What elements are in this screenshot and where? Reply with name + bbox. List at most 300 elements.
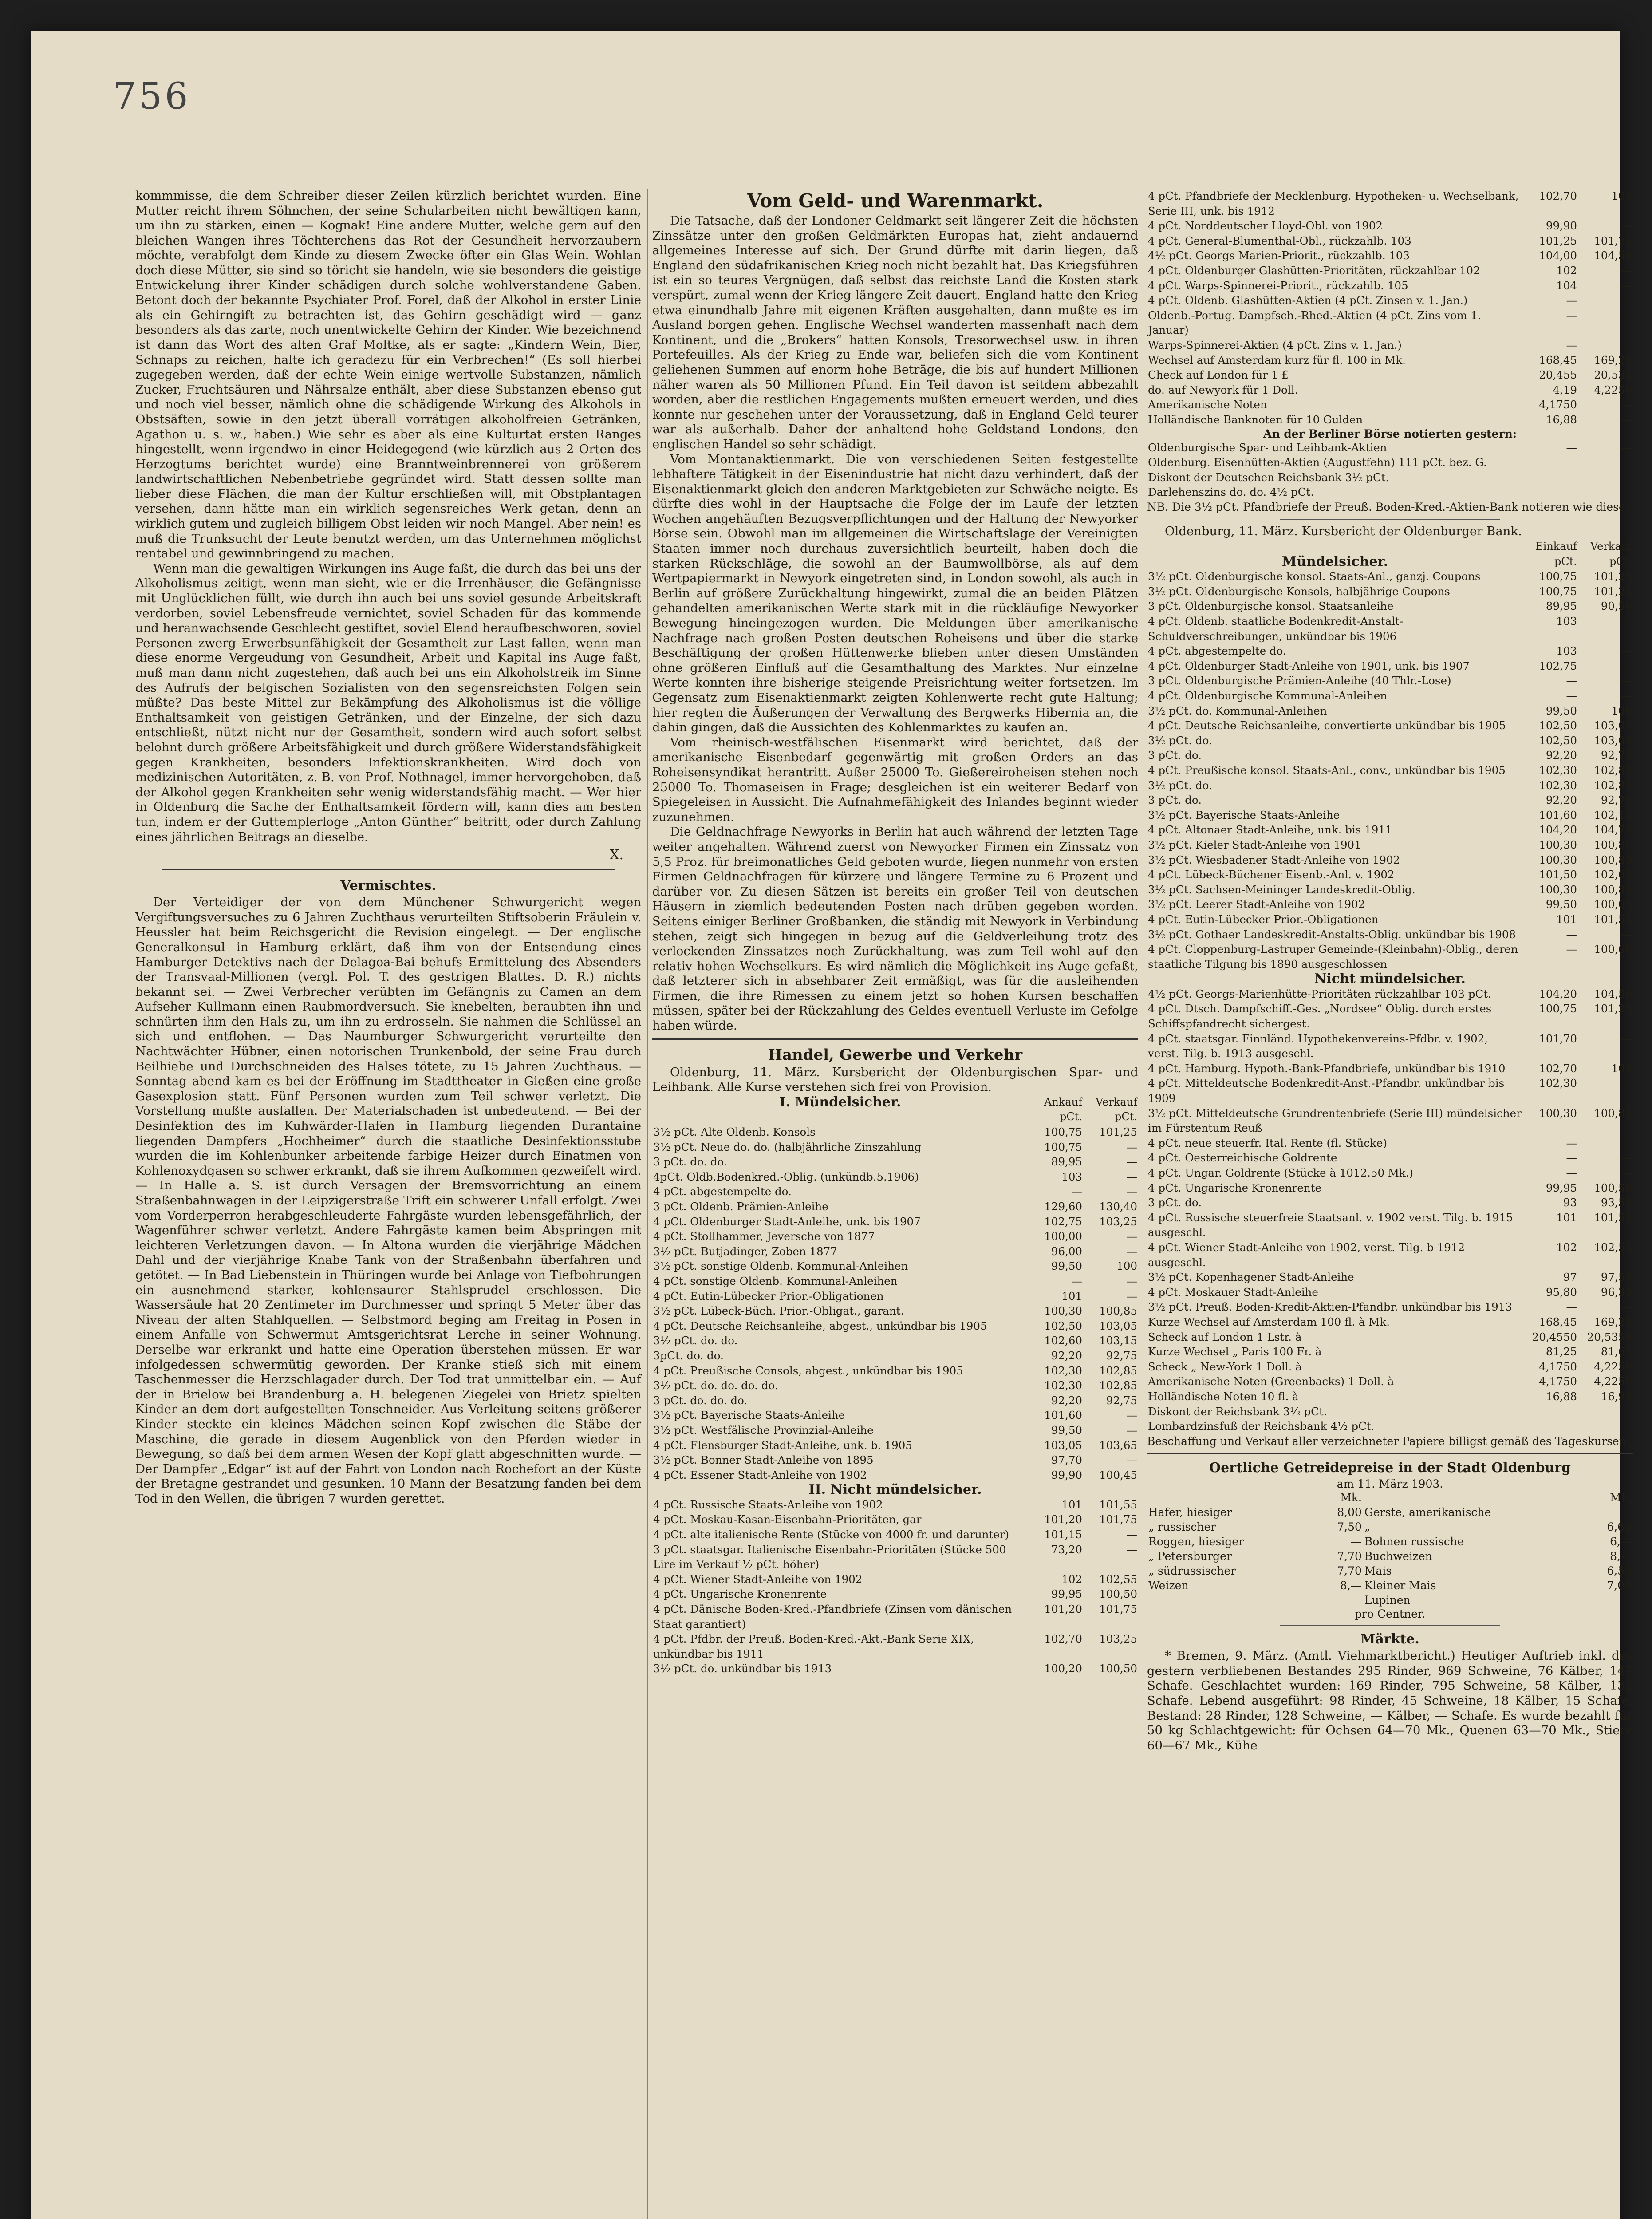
- price-cell: 100,75: [1539, 1002, 1577, 1015]
- price-cell: 99,90: [1051, 1468, 1082, 1481]
- price-cell: 102: [1556, 264, 1577, 277]
- security-name: 4 pCt. Cloppenburg-Lastruper Gemeinde-(Kleinbahn)-Oblig., deren staatliche Tilgung bis 1890 ausgeschlossen: [1148, 943, 1518, 971]
- price-cell: —: [1126, 1274, 1137, 1287]
- price-cell: 4,2250: [1594, 1375, 1632, 1388]
- table-row: [1147, 808, 1633, 823]
- price-cell: [1523, 455, 1578, 470]
- grain-price: [1586, 1505, 1633, 1520]
- table-row: [1147, 412, 1633, 427]
- table-row: [1147, 1061, 1633, 1076]
- table-row: [1147, 1374, 1633, 1389]
- table-row: [1147, 822, 1633, 837]
- security-name: 3½ pCt. Alte Oldenb. Konsols: [653, 1125, 816, 1139]
- grain-row: [1147, 1520, 1633, 1534]
- price-cell: 100,85: [1594, 1106, 1632, 1120]
- grain-date: am 11. März 1903.: [1337, 1477, 1443, 1491]
- price-cell: 102,30: [1044, 1379, 1082, 1392]
- section-rule: [1280, 519, 1500, 520]
- price-cell: 102,75: [1044, 1215, 1082, 1228]
- security-name: 3½ pCt. sonstige Oldenb. Kommunal-Anleihen: [653, 1260, 908, 1273]
- grain-price: 6,—: [1610, 1535, 1632, 1548]
- table-row: [652, 1438, 1138, 1453]
- security-name: 3½ pCt. Oldenburgische Konsols, halbjährige Coupons: [1148, 584, 1450, 598]
- security-name: 4 pCt. abgestempelte do.: [653, 1185, 792, 1198]
- table-row: [652, 1587, 1138, 1602]
- price-cell: 101,75: [1594, 234, 1632, 247]
- price-cell: —: [1126, 1528, 1137, 1541]
- security-name: Kurze Wechsel „ Paris 100 Fr. à: [1148, 1345, 1322, 1358]
- security-name: 4 pCt. Hamburg. Hypoth.-Bank-Pfandbriefe, unkündbar bis 1910: [1148, 1062, 1506, 1075]
- security-name: 4 pCt. Mitteldeutsche Bodenkredit-Anst.-Pfandbr. unkündbar bis 1909: [1148, 1077, 1505, 1105]
- price-cell: 102: [1556, 1240, 1577, 1254]
- price-table: [652, 1095, 1138, 1676]
- security-name: 3½ pCt. Kopenhagener Stadt-Anleihe: [1148, 1271, 1354, 1284]
- table-row: [1147, 912, 1633, 927]
- table-subheading: I. Mündelsicher.: [779, 1094, 901, 1110]
- security-name: 3 pCt. Oldenburgische konsol. Staatsanleihe: [1148, 600, 1394, 613]
- price-cell: 100: [1611, 704, 1632, 717]
- price-cell: 169,25: [1594, 353, 1632, 367]
- price-cell: 100,75: [1539, 584, 1577, 598]
- table-row: [1147, 440, 1633, 455]
- table-row: [1147, 1076, 1633, 1106]
- unit-label: Mk.: [1340, 1491, 1362, 1504]
- security-name: 4 pCt. Essener Stadt-Anleihe von 1902: [653, 1468, 867, 1481]
- security-name: Holländische Noten 10 fl. à: [1148, 1390, 1299, 1403]
- security-name: 4 pCt. Moskauer Stadt-Anleihe: [1148, 1285, 1318, 1299]
- security-name: 3 pCt. Oldenburgische Prämien-Anleihe (40 Thlr.-Lose): [1148, 674, 1451, 687]
- security-name: 3½ pCt. Westfälische Provinzial-Anleihe: [653, 1423, 874, 1437]
- price-cell: —: [1621, 615, 1632, 628]
- price-cell: 101,55: [1594, 912, 1632, 926]
- price-cell: 20,5350: [1587, 1330, 1632, 1343]
- table-row: [1147, 338, 1633, 353]
- table-row: [652, 1661, 1138, 1676]
- price-cell: 102,30: [1539, 1077, 1577, 1090]
- table-row: [1147, 1344, 1633, 1359]
- security-name: 3½ pCt. do.: [1148, 778, 1212, 792]
- security-name: 3 pCt. staatsgar. Italienische Eisenbahn-Prioritäten (Stücke 500 Lire im Verkauf ½ pCt. höher): [653, 1543, 1006, 1571]
- price-cell: 103: [1556, 615, 1577, 628]
- grain-label: Lupinen: [1364, 1594, 1411, 1607]
- price-cell: 89,95: [1051, 1155, 1082, 1169]
- price-cell: 100,50: [1099, 1587, 1137, 1601]
- price-cell: —: [1621, 264, 1632, 277]
- grain-label: „ Petersburger: [1148, 1550, 1232, 1563]
- price-cell: 101,25: [1539, 234, 1577, 247]
- price-cell: 168,45: [1539, 353, 1577, 367]
- table-row: [1147, 584, 1633, 599]
- table-row: [1147, 599, 1633, 614]
- price-cell: 4,1750: [1539, 1360, 1577, 1373]
- grain-row: [1147, 1549, 1633, 1564]
- price-cell: 102,50: [1539, 719, 1577, 732]
- grain-price: 6,50: [1607, 1564, 1632, 1578]
- price-cell: 4,2250: [1594, 1360, 1632, 1373]
- grain-row: [1147, 1564, 1633, 1578]
- price-cell: [1523, 1404, 1578, 1419]
- price-cell: 92,75: [1601, 794, 1632, 807]
- table-row: [1147, 673, 1633, 688]
- article-text: Der Verteidiger der von dem Münchener Schwurgericht wegen Vergiftungsversuches zu 6 Jahren Zuchthaus verurteilten Stiftsoberin Fräulein v. Heussler hat beim Reichsgericht die Revision eingelegt. — Der englische Generalkonsul in Hamburg erklärt, daß ihm von der Entsendung eines Hamburger Detektivs nach der Delagoa-Bai behufs Ermittelung des Absenders der Transvaal-Millionen (vergl. Pol. T. des gestrigen Blattes. D. R.) nichts bekannt sei. — Zwei Verbrecher verübten im Gefängnis zu Camen an dem Aufseher Kullmann einen Raubmordversuch. Sie knebelten, beraubten ihn und schnürten ihm den Hals zu, um ihn zu erdrosseln. Sie nahmen die Schlüssel an sich und entflohen. — Das Naumburger Schwurgericht verurteilte den Nachtwächter Hübner, einen notorischen Trunkenbold, der seine Frau durch Beilhiebe und Durchschneiden des Halses tötete, zu 15 Jahren Zuchthaus. — Sonntag abend kam es bei der Eröffnung im Stadttheater in Gießen eine große Gasexplosion statt. Fünf Personen wurden zum Teil schwer verletzt. Die Vorstellung mußte ausfallen. Der Materialschaden ist unbedeutend. — Bei der Desinfektion des im Kuhwärder-Hafen in Hamburg liegenden Durantaine liegenden Dampfers „Hochheimer“ durch die staatliche Desinfektionsstube wurden die im Kohlenbunker arbeitende farbige Heizer durch Einatmen von Kohlenoxydgasen so schwer erkrankt, daß sie ihrem Aufkommen gezweifelt wird. — In Halle a. S. ist durch Versagen der Bremsvorrichtung an einem Straßenbahnwagen in der Leipzigerstraße Trift ein schwerer Unfall erfolgt. Zwei vom Vorderperron herabgeschleuderte Fahrgäste wurden lebensgefährlich, der Wagenführer schwer verletzt. Andere Fahrgäste kamen beim Abspringen mit leichteren Verletzungen davon. — In Altona wurden die vierjährige Mädchen Dahl und der vierjährige Knabe Tank von der Straßenbahn überfahren und getötet. — In Bad Liebenstein in Thüringen wurde bei Anlage von Tiefbohrungen ein ausnehmend starker, kohlensaurer Stahlsprudel erschlossen. Die Wassersäule hat 20 Zentimeter im Durchmesser und springt 5 Meter über das Niveau der alten Stahlquellen. — Selbstmord beging am Freitag in Posen in einem Anfalle von Schwermut Amtsgerichtsrat Lerche in seiner Wohnung. Derselbe war erkrankt und hatte eine Operation überstehen müssen. Er war infolgedessen schwermütig geworden. Der Kranke stieß sich mit einem Taschenmesser die Herzschlagader durch. Der Tod trat unmittelbar ein. — Auf der in Brielow bei Brandenburg a. H. belegenen Ziegelei von Brietz spielten Kinder an dem dort aufgestellten Tonschneider. Aus Verleitung seitens größerer Kinder steckte ein kleines Mädchen seinen Kopf zwischen die Stäbe der Maschine, die gerade in diesem Augenblick von den Pferden wieder in Bewegung, so daß bei dem armen Wesen der Kopf glatt abgeschnitten wurde. — Der Dampfer „Edgar“ ist auf der Fahrt von London nach Rochefort an der Küste der Bretagne gestrandet und gesunken. 10 Mann der Besatzung fanden bei dem Tod in den Wellen, die übrigen 7 wurden gerettet.: [135, 895, 641, 1506]
- price-cell: 102,30: [1044, 1364, 1082, 1377]
- table-row: [652, 1542, 1138, 1572]
- security-name: 4 pCt. Deutsche Reichsanleihe, convertierte unkündbar bis 1905: [1148, 719, 1506, 732]
- table-row: [1147, 233, 1633, 249]
- security-name: 4 pCt. staatsgar. Finnländ. Hypothekenvereins-Pfdbr. v. 1902, verst. Tilg. b. 1913 ausgeschl.: [1148, 1032, 1488, 1060]
- price-cell: —: [1071, 1274, 1082, 1287]
- table-row: [652, 1184, 1138, 1199]
- security-name: 4 pCt. General-Blumenthal-Obl., rückzahlb. 103: [1148, 234, 1411, 247]
- price-cell: 100,45: [1099, 1468, 1137, 1481]
- table-row: [1147, 189, 1633, 218]
- security-name: 4 pCt. Oldenburger Stadt-Anleihe, unk. bis 1907: [653, 1215, 921, 1228]
- price-cell: 101,70: [1539, 1032, 1577, 1045]
- price-cell: 103,25: [1099, 1215, 1137, 1228]
- price-cell: 20,455: [1539, 368, 1577, 382]
- price-cell: 100,50: [1099, 1662, 1137, 1675]
- price-cell: [1578, 470, 1633, 485]
- price-cell: 104,50: [1594, 987, 1632, 1000]
- article-text: Die Tatsache, daß der Londoner Geldmarkt seit längerer Zeit die höchsten Zinssätze unter den großen Geldmärkten Europas hat, zieht andauernd allgemeines Interesse auf sich. Der Grund dürfte mit darin liegen, daß England den südafrikanischen Krieg noch nicht bezahlt hat. Das Kriegsführen ist ein so teures Vergnügen, daß selbst das reichste Land die Kosten stark verspürt, zumal wenn der Krieg längere Zeit dauert. England hatte den Krieg etwa einundhalb Jahre mit eigenen Kräften ausgehalten, dann mußte es im Ausland borgen gehen. Englische Wechsel wanderten massenhaft nach dem Kontinent, und die „Brokers“ hatten Konsols, Tresorwechsel usw. in ihren Portefeuilles. Als der Krieg zu Ende war, beliefen sich die vom Kontinent geliehenen Summen auf enorm hohe Beträge, die bis auf hundert Millionen näher waren als 50 Millionen Pfund. Ein Teil davon ist seitdem abbezahlt worden, aber die restlichen Engagements mußten erneuert werden, und dies konnte nur geschehen unter der Voraussetzung, daß in England Geld teurer war als außerhalb. Daher der anhaltend hohe Geldstand Londons, den englischen Handel so sehr schädigt.: [652, 213, 1138, 451]
- security-name: 3½ pCt. Lübeck-Büch. Prior.-Obligat., garant.: [653, 1304, 904, 1318]
- price-cell: 101: [1556, 912, 1577, 926]
- price-cell: 101,20: [1044, 1513, 1082, 1526]
- column-middle: [652, 189, 1138, 1676]
- price-cell: —: [1126, 1409, 1137, 1422]
- security-name: 3½ pCt. Kieler Stadt-Anleihe von 1901: [1148, 838, 1361, 851]
- security-name: 4 pCt. Oldenb. Glashütten-Aktien (4 pCt. Zinsen v. 1. Jan.): [1148, 294, 1468, 307]
- price-cell: 4,2250: [1594, 383, 1632, 396]
- table-subheading: Nicht mündelsicher.: [1314, 971, 1466, 987]
- grain-label: Hafer, hiesiger: [1148, 1506, 1232, 1519]
- price-cell: 97,55: [1601, 1271, 1632, 1284]
- security-name: 4 pCt. Russische steuerfreie Staatsanl. v. 1902 verst. Tilg. b. 1915 ausgeschl.: [1148, 1211, 1513, 1239]
- security-name: 3½ pCt. do. do.: [653, 1334, 738, 1347]
- table-row: [652, 1512, 1138, 1527]
- security-name: 4 pCt. Pfdbr. der Preuß. Boden-Kred.-Akt.-Bank Serie XIX, unkündbar bis 1911: [653, 1632, 974, 1660]
- table-row: [652, 1393, 1138, 1408]
- price-cell: —: [1621, 1077, 1632, 1090]
- column-header: Verkauf: [1096, 1095, 1137, 1108]
- price-cell: 16,93: [1601, 1390, 1632, 1403]
- price-cell: 100,85: [1594, 883, 1632, 896]
- security-name: 3pCt. do. do.: [653, 1349, 724, 1362]
- price-cell: 101: [1556, 1211, 1577, 1224]
- table-row: [1147, 1106, 1633, 1136]
- price-cell: 102,30: [1539, 763, 1577, 777]
- column-header: Ankauf: [1044, 1095, 1082, 1108]
- price-cell: 93: [1563, 1196, 1577, 1209]
- price-cell: 169,25: [1594, 1315, 1632, 1328]
- table-row: [1147, 1315, 1633, 1330]
- price-cell: 4,1750: [1539, 1375, 1577, 1388]
- price-cell: 100,30: [1044, 1304, 1082, 1318]
- price-cell: —: [1566, 338, 1577, 351]
- price-cell: —: [1621, 338, 1632, 351]
- table-row: [1147, 927, 1633, 942]
- security-name: 4 pCt. Oldenburgische Kommunal-Anleihen: [1148, 689, 1387, 702]
- grain-row: [1147, 1578, 1633, 1593]
- table-row: [1147, 882, 1633, 897]
- article-text: kommmisse, die dem Schreiber dieser Zeilen kürzlich berichtet wurden. Eine Mutter reicht ihrem Söhnchen, der seine Schularbeiten nicht bewältigen kann, um ihn zu stärken, einen — Kognak! Eine andere Mutter, welche gern auf den bleichen Wangen ihres Töchterchens das Rot der Gesundheit hervorzaubern möchte, verabfolgt dem Kinde zu diesem Zwecke öfter ein Glas Wein. Wohlan doch diese Mütter, sie sind so töricht sie handeln, wie sie besonders die geistige Entwickelung ihrer Kinder schädigen durch solche wohlverstandene Gaben. Betont doch der bekannte Psychiater Prof. Forel, daß der Alkohol in erster Linie als ein Gehirngift zu betrachten ist, das Gehirn geschädigt wird — ganz besonders als das zarte, noch unentwickelte Gehirn der Kinder. Wie bezeichnend ist dann das Wort des alten Graf Moltke, als er sagte: „Kindern Wein, Bier, Schnaps zu reichen, halte ich geradezu für ein Verbrechen!“ (Es soll hierbei zugegeben werden, daß der echte Wein einige wertvolle Substanzen, nämlich Zucker, Fruchtsäuren und Nährsalze enthält, aber diese Substanzen ebenso gut und noch viel besser, nämlich ohne die schädigende Wirkung des Alkohols in Obstsäften, sowie in den jetzt überall vorrätigen alkoholfreien Getränken, Agathon u. s. w., haben.) Wie sehr es aber als eine Kulturtat ersten Ranges hingestellt, wenn irgendwo in einer Heidegegend (wie kürzlich aus 2 Orten des Herzogtums berichtet wurde) eine Branntweinbrennerei von größerem landwirtschaftlichen Nebenbetriebe gegründet wird. Statt dessen sollte man lieber diese Flächen, die man der Kultur erschließen will, mit Obstplantagen versehen, dann hätte man ein wirklich segensreiches Werk getan, denn an wirklich gutem und zugleich billigem Obst leiden wir noch Mangel. Aber nein! es muß die Trunksucht der Leute benutzt werden, um das Unternehmen möglichst rentabel und gewinnbringend zu machen.: [135, 189, 641, 561]
- price-cell: 101,55: [1099, 1498, 1137, 1511]
- price-cell: 102,30: [1539, 778, 1577, 792]
- price-cell: 102,60: [1044, 1334, 1082, 1347]
- price-cell: 97,70: [1051, 1453, 1082, 1467]
- grain-label: Buchweizen: [1364, 1550, 1432, 1563]
- security-name: 4 pCt. Eutin-Lübecker Prior.-Obligationen: [1148, 912, 1379, 926]
- grain-label: Roggen, hiesiger: [1148, 1535, 1244, 1548]
- section-heading: Märkte.: [1360, 1631, 1419, 1647]
- price-cell: —: [1621, 659, 1632, 672]
- table-row: [1147, 1240, 1633, 1270]
- security-name: 4 pCt. abgestempelte do.: [1148, 644, 1286, 658]
- table-row: [652, 1289, 1138, 1304]
- table-row: [1147, 897, 1633, 912]
- security-name: 4 pCt. Oesterreichische Goldrente: [1148, 1151, 1337, 1165]
- security-name: Warps-Spinnerei-Aktien (4 pCt. Zins v. 1. Jan.): [1148, 338, 1402, 351]
- price-cell: 4,19: [1553, 383, 1577, 396]
- table-row: [1147, 383, 1633, 398]
- table-row: [652, 1497, 1138, 1512]
- table-row: [1147, 397, 1633, 412]
- security-name: 3½ pCt. Bonner Stadt-Anleihe von 1895: [653, 1453, 874, 1467]
- table-row: [652, 1229, 1138, 1244]
- price-cell: 101,60: [1044, 1409, 1082, 1422]
- security-name: 4 pCt. Warps-Spinnerei-Priorit., rückzahlb. 105: [1148, 279, 1408, 292]
- price-cell: —: [1621, 398, 1632, 411]
- report-intro: Oldenburg, 11. März. Kursbericht der Oldenburgischen Spar- und Leihbank. Alle Kurse verstehen sich frei von Provision.: [652, 1065, 1138, 1094]
- table-row: [652, 1602, 1138, 1631]
- security-name: 3½ pCt. Gothaer Landeskredit-Anstalts-Oblig. unkündbar bis 1908: [1148, 928, 1516, 941]
- table-row: [1147, 367, 1633, 383]
- grain-row: [1147, 1505, 1633, 1520]
- price-cell: [1523, 485, 1578, 500]
- grain-label: „: [1364, 1520, 1370, 1534]
- price-cell: [1578, 455, 1633, 470]
- price-cell: 104,20: [1539, 823, 1577, 837]
- price-cell: 101,25: [1594, 1002, 1632, 1015]
- price-cell: 96,00: [1051, 1244, 1082, 1258]
- security-name: 3½ pCt. Butjadinger, Zoben 1877: [653, 1244, 837, 1258]
- price-cell: —: [1126, 1453, 1137, 1467]
- author-signature: X.: [610, 847, 623, 863]
- unit-label: Mk.: [1610, 1491, 1632, 1504]
- section-heading: Vermischtes.: [340, 878, 436, 894]
- table-row: [1147, 688, 1633, 703]
- price-cell: 103,15: [1099, 1334, 1137, 1347]
- security-name: 4 pCt. Stollhammer, Jeversche von 1877: [653, 1230, 875, 1243]
- table-row: [1147, 718, 1633, 733]
- price-cell: 99,50: [1546, 704, 1577, 717]
- security-name: 4 pCt. Flensburger Stadt-Anleihe, unk. b. 1905: [653, 1438, 912, 1452]
- table-note: Beschaffung und Verkauf aller verzeichneter Papiere billigst gemäß des Tageskursen.: [1147, 1434, 1630, 1448]
- table-row: [1147, 659, 1633, 674]
- price-cell: 104,75: [1594, 823, 1632, 837]
- price-cell: 101,75: [1099, 1513, 1137, 1526]
- table-row: [652, 1274, 1138, 1289]
- table-row: [1147, 748, 1633, 763]
- table-row: [1147, 763, 1633, 778]
- security-name: 4 pCt. Ungarische Kronenrente: [653, 1587, 827, 1601]
- price-cell: 20,4550: [1532, 1330, 1577, 1343]
- table-row: [1147, 470, 1633, 485]
- price-cell: 100,60: [1594, 943, 1632, 956]
- price-cell: 92,20: [1051, 1349, 1082, 1362]
- security-name: 4 pCt. Oldenb. staatliche Bodenkredit-Anstalt-Schuldverschreibungen, unkündbar bis 1906: [1148, 615, 1404, 643]
- table-row: [1147, 793, 1633, 808]
- price-cell: [1523, 1419, 1578, 1434]
- security-name: 3½ pCt. do. Kommunal-Anleihen: [1148, 704, 1327, 717]
- price-cell: 93,55: [1601, 1196, 1632, 1209]
- table-row: [652, 1169, 1138, 1185]
- security-name: 4½ pCt. Georgs Marien-Priorit., rückzahlb. 103: [1148, 249, 1410, 262]
- price-cell: 16,88: [1546, 1390, 1577, 1403]
- security-name: Oldenb.-Portug. Dampfsch.-Rhed.-Aktien (4 pCt. Zins vom 1. Januar): [1148, 308, 1481, 337]
- price-cell: 99,95: [1051, 1587, 1082, 1601]
- security-name: 3½ pCt. do.: [1148, 734, 1212, 747]
- table-row: [1147, 485, 1633, 500]
- price-cell: 100,75: [1044, 1125, 1082, 1139]
- price-cell: 100,75: [1044, 1140, 1082, 1153]
- security-name: 4 pCt. Dänische Boden-Kred.-Pfandbriefe (Zinsen vom dänischen Staat garantiert): [653, 1603, 1012, 1631]
- table-row: [1147, 353, 1633, 368]
- table-row: [652, 1154, 1138, 1169]
- security-name: 4 pCt. Altonaer Stadt-Anleihe, unk. bis 1911: [1148, 823, 1392, 837]
- table-row: [1147, 1270, 1633, 1285]
- security-name: Lombardzinsfuß der Reichsbank 4½ pCt.: [1148, 1420, 1375, 1433]
- grain-label: [1147, 1593, 1316, 1607]
- security-name: 3½ pCt. do. unkündbar bis 1913: [653, 1662, 832, 1675]
- table-row: [1147, 733, 1633, 748]
- price-cell: 4,1750: [1539, 398, 1577, 411]
- grain-price: 8,00: [1337, 1506, 1362, 1519]
- table-row: [1147, 1031, 1633, 1061]
- section-rule: [652, 1038, 1138, 1040]
- table-row: [1147, 278, 1633, 293]
- grain-label: Bohnen russische: [1364, 1535, 1464, 1548]
- article-text: Vom Montanaktienmarkt. Die von verschiedenen Seiten festgestellte lebhaftere Tätigkeit in der Eisenindustrie hat nicht dazu verhindert, daß der Eisenaktienmarkt gleich den anderen Marktgebieten zur Schwäche neigte. Es dürfte dies wohl in der Hauptsache die Folge der im Laufe der letzten Wochen angehäuften Bezugsverpflichtungen und der Haltung der Newyorker Börse sein. Obwohl man im allgemeinen die Wirtschaftslage der Vereinigten Staaten immer noch durchaus zuversichtlich beurteilt, haben doch die starken Rückschläge, die sowohl an der Baumwollbörse, als auf dem Wertpapiermarkt in Newyork eingetreten sind, in London sowohl, als auch in Berlin auf größere Zurückhaltung hingewirkt, zumal die an beiden Plätzen gehandelten amerikanischen Werte stark mit in die rückläufige Newyorker Bewegung hineingezogen wurden. Die Meldungen über amerikanische Nachfrage nach großen Posten deutschen Roheisens und über die starke Beschäftigung der großen Hüttenwerke blieben unter diesen Umständen ohne größeren Einfluß auf die Gesamthaltung des Marktes. Nur einzelne Werte konnten ihre bisherige steigende Preisrichtung weiter fortsetzen. Im Gegensatz zum Eisenaktienmarkt zeigten Kohlenwerte recht gute Haltung; hier regten die Äußerungen der Verwaltung des Bergwerks Hibernia an, die dahin gingen, daß die Aussichten des Kohlenmarktes zu kaufen an.: [652, 452, 1138, 735]
- table-row: [1147, 218, 1633, 233]
- security-name: Oldenburg. Eisenhütten-Aktien (Augustfehn) 111 pCt. bez. G.: [1148, 456, 1487, 469]
- grain-label: „ südrussischer: [1148, 1564, 1236, 1578]
- table-note: NB. Die 3½ pCt. Pfandbriefe der Preuß. Boden-Kred.-Aktien-Bank notieren wie diese.: [1147, 500, 1629, 513]
- report-intro: Oldenburg, 11. März. Kursbericht der Oldenburger Bank.: [1165, 524, 1522, 539]
- price-cell: 102,05: [1594, 868, 1632, 881]
- security-name: 4 pCt. neue steuerfr. Ital. Rente (fl. Stücke): [1148, 1136, 1388, 1149]
- price-cell: 99,95: [1546, 1181, 1577, 1194]
- price-cell: 102,85: [1594, 778, 1632, 792]
- grain-price: 8,—: [1340, 1579, 1362, 1592]
- security-name: 3 pCt. do.: [1148, 794, 1202, 807]
- price-cell: —: [1621, 928, 1632, 941]
- article-text: Wenn man die gewaltigen Wirkungen ins Auge faßt, die durch das bei uns der Alkoholismus zeitigt, wenn man sieht, wie er die Irrenhäuser, die Gefängnisse mit Unglücklichen füllt, wie durch ihn auch bei uns soviel gesunde Arbeitskraft verdorben, soviel Lebensfreude vernichtet, soviel Schaden für das kommende und heranwachsende Geschlecht gestiftet, soviel Elend heraufbeschworen, soviel Personen zwerg Erwerbsunfähigkeit der Gesamtheit zur Last fallen, wenn man diese enorme Vergeudung von Gesundheit, Arbeit und Kapital ins Auge faßt, muß man dann nicht zugestehen, daß auch bei uns ein Alkoholstreik im Sinne des Aufrufs der belgischen Sozialisten von den segensreichsten Folgen sein müßte? Das beste Mittel zur Bekämpfung des Alkoholismus ist die völlige Enthaltsamkeit von geistigen Getränken, und der Einzelne, der sich dazu entschließt, nützt nicht nur der Gesamtheit, sondern wird auch sofort selbst belohnt durch größere Arbeitsfähigkeit und durch größere Widerstandsfähigkeit gegen Krankheiten, besonders Infektionskrankheiten. Wird doch von medizinischen Autoritäten, z. B. von Prof. Nothnagel, immer hervorgehoben, daß der Alkohol gegen Krankheiten sehr wenig widerstandsfähig macht. — Wer hier in Oldenburg die Sache der Enthaltsamkeit fördern will, kann dies am besten tun, indem er der Guttemplerloge „Anton Günther“ beitritt, oder durch Zahlung eines jährlichen Beitrags an dieselbe.: [135, 561, 641, 844]
- price-cell: 101,20: [1044, 1603, 1082, 1616]
- price-cell: —: [1621, 1300, 1632, 1314]
- price-cell: —: [1621, 1166, 1632, 1179]
- security-name: Amerikanische Noten: [1148, 398, 1267, 411]
- security-name: 4 pCt. Pfandbriefe der Mecklenburg. Hypotheken- u. Wechselbank, Serie III, unk. bis 1912: [1148, 190, 1519, 217]
- price-cell: —: [1621, 308, 1632, 322]
- price-cell: [1523, 470, 1578, 485]
- price-cell: 100: [1116, 1260, 1137, 1273]
- price-cell: —: [1126, 1155, 1137, 1169]
- price-cell: 101,55: [1594, 1211, 1632, 1224]
- article-text: Vom rheinisch-westfälischen Eisenmarkt wird berichtet, daß der amerikanische Eisenbedarf gegenwärtig mit großen Orders an das Roheisensyndikat herantritt. Außer 25000 To. Gießereiroheisen stehen noch 25000 To. Thomaseisen in Frage; desgleichen ist ein weiterer Bedarf von Spiegeleisen in Aussicht. Die Aufnahmefähigkeit des Inlandes beginnt wieder zuzunehmen.: [652, 735, 1138, 824]
- security-name: 3½ pCt. Bayerische Staats-Anleihe: [653, 1409, 845, 1422]
- security-name: 4 pCt. alte italienische Rente (Stücke von 4000 fr. und darunter): [653, 1528, 1009, 1541]
- price-cell: —: [1621, 279, 1632, 292]
- price-cell: 89,95: [1546, 600, 1577, 613]
- table-row: [1147, 1330, 1633, 1345]
- table-row: [652, 1378, 1138, 1393]
- table-row: [1147, 308, 1633, 338]
- price-cell: 102,85: [1594, 763, 1632, 777]
- grain-price: 8,—: [1610, 1550, 1632, 1563]
- table-row: [1147, 293, 1633, 308]
- price-cell: 102,15: [1594, 808, 1632, 821]
- price-cell: 100,20: [1044, 1662, 1082, 1675]
- table-row: [1147, 853, 1633, 868]
- price-table: [1147, 539, 1633, 1434]
- table-row: [1147, 1404, 1633, 1419]
- price-cell: —: [1566, 308, 1577, 322]
- security-name: 3 pCt. do. do. do.: [653, 1394, 748, 1407]
- table-row: [652, 1631, 1138, 1661]
- section-heading: Handel, Gewerbe und Verkehr: [768, 1046, 1023, 1064]
- price-cell: —: [1126, 1140, 1137, 1153]
- article-text: * Bremen, 9. März. (Amtl. Viehmarktbericht.) Heutiger Auftrieb inkl. des gestern verbliebenen Bestandes 295 Rinder, 969 Schweine, 76 Kälber, 147 Schafe. Geschlachtet wurden: 169 Rinder, 795 Schweine, 58 Kälber, 132 Schafe. Lebend ausgeführt: 98 Rinder, 45 Schweine, 18 Kälber, 15 Schafe. Bestand: 28 Rinder, 128 Schweine, — Kälber, — Schafe. Es wurde bezahlt für 50 kg Schlachtgewicht: für Ochsen 64—70 Mk., Quenen 63—70 Mk., Stiere 60—67 Mk., Kühe: [1147, 1649, 1633, 1753]
- table-row: [652, 1125, 1138, 1140]
- price-cell: —: [1126, 1185, 1137, 1198]
- column-left: [135, 189, 641, 1506]
- price-cell: 92,75: [1106, 1349, 1137, 1362]
- security-name: do. auf Newyork für 1 Doll.: [1148, 383, 1298, 396]
- table-row: [652, 1527, 1138, 1542]
- grain-row: [1147, 1593, 1633, 1607]
- unit-label: pCt.: [1115, 1110, 1137, 1123]
- price-cell: —: [1621, 219, 1632, 233]
- price-cell: 100,00: [1044, 1230, 1082, 1243]
- price-cell: —: [1566, 928, 1577, 941]
- price-cell: 102,85: [1099, 1364, 1137, 1377]
- price-cell: [1578, 1419, 1633, 1434]
- newspaper-page: [31, 31, 1633, 2219]
- price-cell: 101,25: [1594, 570, 1632, 583]
- price-cell: 102,70: [1539, 190, 1577, 202]
- section-heading: Oertliche Getreidepreise in der Stadt Oldenburg: [1209, 1460, 1571, 1476]
- price-cell: 103: [1061, 1170, 1082, 1183]
- table-row: [1147, 1285, 1633, 1300]
- unit-label: pCt.: [1554, 555, 1577, 568]
- price-cell: 103: [1611, 190, 1632, 202]
- security-name: 4 pCt. Dtsch. Dampfschiff.-Ges. „Nordsee“ Oblig. durch erstes Schiffspfandrecht sichergest.: [1148, 1002, 1492, 1031]
- price-cell: 100,30: [1539, 883, 1577, 896]
- price-cell: 100,75: [1539, 570, 1577, 583]
- price-cell: —: [1126, 1423, 1137, 1437]
- price-cell: —: [1566, 1151, 1577, 1165]
- price-cell: 95,80: [1546, 1285, 1577, 1299]
- price-cell: 102,55: [1594, 1240, 1632, 1254]
- price-cell: 103,05: [1099, 1319, 1137, 1332]
- price-cell: 102,50: [1044, 1319, 1082, 1332]
- price-cell: 101,25: [1099, 1125, 1137, 1139]
- price-cell: 103,65: [1099, 1438, 1137, 1452]
- price-cell: 102,70: [1539, 1062, 1577, 1075]
- price-cell: —: [1126, 1244, 1137, 1258]
- security-name: 3½ pCt. Wiesbadener Stadt-Anleihe von 1902: [1148, 853, 1400, 866]
